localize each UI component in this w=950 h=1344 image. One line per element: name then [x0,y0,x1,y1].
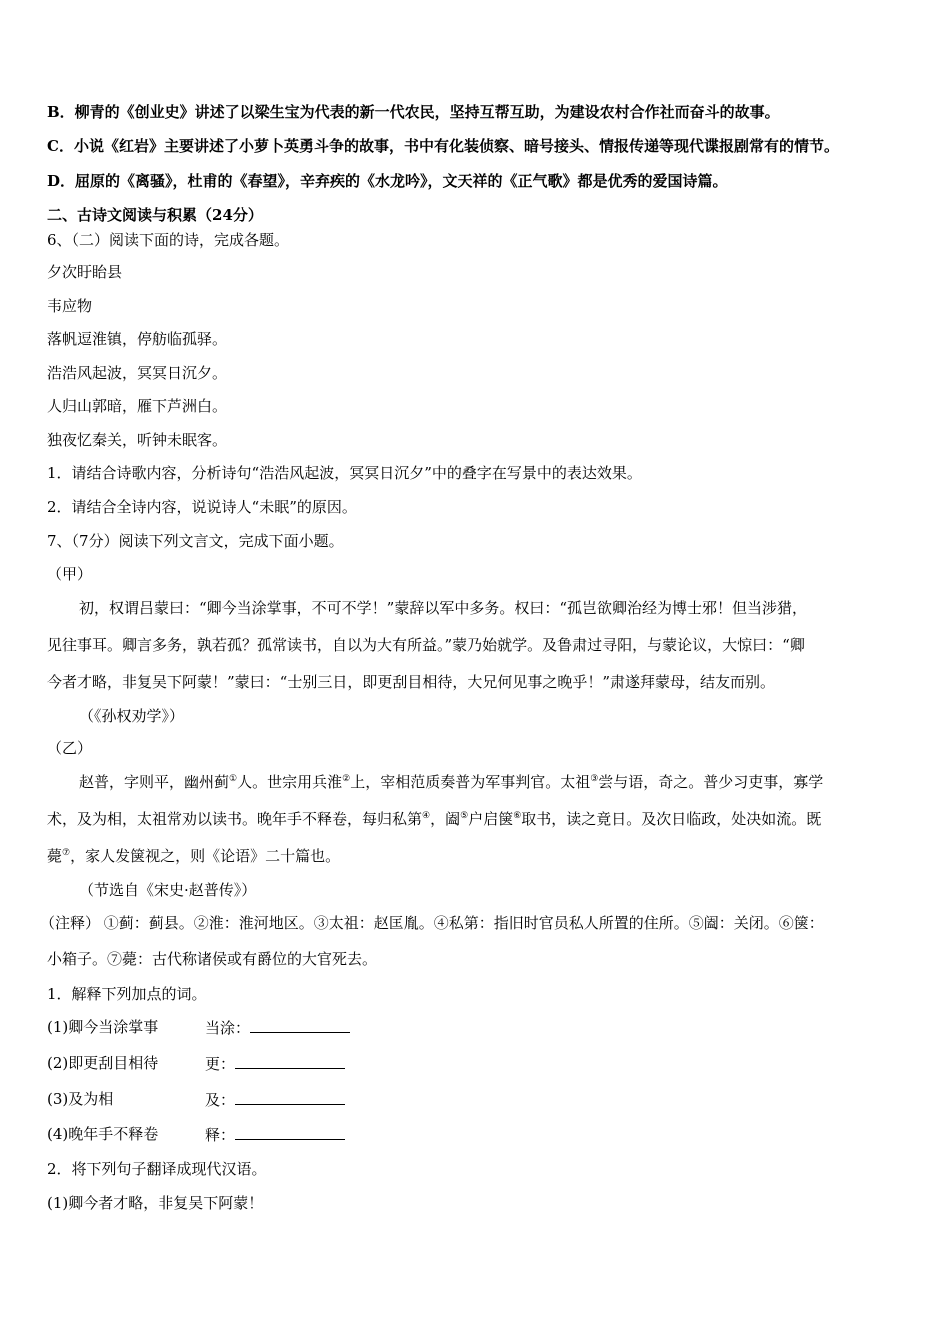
vocab-answer [205,1053,345,1074]
option-c: C．小说《红岩》主要讲述了小萝卜英勇斗争的故事，书中有化装侦察、暗号接头、情报传递等现代谍报剧常有的情节。 [47,137,839,155]
poem-line: 人归山郭暗，雁下芦洲白。 [47,397,228,415]
vocab-word: 当涂： [205,1019,251,1037]
option-b: B．柳青的《创业史》讲述了以梁生宝为代表的新一代农民，坚持互帮互助，为建设农村合作社而奋斗的故事。 [47,103,780,121]
answer-blank[interactable] [235,1053,345,1069]
poem-line: 独夜忆秦关，听钟未眠客。 [47,431,228,449]
note-marker: ⑤ [460,811,469,821]
note-marker: ③ [590,774,599,784]
note-marker: ④ [422,811,431,821]
vocab-item [47,1053,158,1073]
option-d: D．屈原的《离骚》，杜甫的《春望》，辛弃疾的《水龙吟》，文天祥的《正气歌》都是优秀的爱国诗篇。 [47,172,728,190]
vocab-word: 释： [205,1126,236,1144]
vocab-answer [205,1124,345,1145]
vocab-word: 更： [205,1055,236,1073]
note-marker: ⑥ [513,811,522,821]
vocab-phrase: (3)及为相 [47,1090,114,1108]
answer-blank[interactable] [235,1089,345,1105]
vocab-item [47,1089,113,1109]
note-marker: ② [342,774,351,784]
poem-title: 夕次盱眙县 [47,263,123,281]
vocab-answer [205,1089,345,1110]
answer-blank[interactable] [250,1017,350,1033]
passage-jia-line: 初，权谓吕蒙曰：“卿今当涂掌事，不可不学！”蒙辞以军中多务。权曰：“孤岂欲卿治经为博士邪！但当涉猎， [79,599,808,617]
passage-yi-line: 薨⑦，家人发箧视之，则《论语》二十篇也。 [47,847,341,865]
passage-yi-source: （节选自《宋史·赵普传》） [79,881,257,899]
passage-jia-line: 今者才略，非复吴下阿蒙！”蒙曰：“士别三日，即更刮目相待，大兄何见事之晚乎！”肃遂拜蒙母，结友而别。 [47,673,776,691]
vocab-phrase: (4)晚年手不释卷 [47,1125,159,1143]
q6-intro: 6、（二）阅读下面的诗，完成各题。 [47,231,290,249]
passage-yi-line: 赵普，字则平，幽州蓟①人。世宗用兵淮②上，宰相范质奏普为军事判官。太祖③尝与语，奇之。普少习吏事，寡学 [79,773,824,791]
passage-jia-source: （《孙权劝学》） [79,707,185,725]
vocab-word: 及： [205,1091,236,1109]
passage-yi-label: （乙） [47,739,93,757]
q7-sub2-title: 2．将下列句子翻译成现代汉语。 [47,1160,267,1178]
annotation-notes: 小箱子。⑦薨：古代称诸侯或有爵位的大官死去。 [47,952,378,968]
answer-blank[interactable] [235,1124,345,1140]
poem-line: 落帆逗淮镇，停舫临孤驿。 [47,330,228,348]
note-marker: ① [229,774,238,784]
passage-yi-line: 术，及为相，太祖常劝以读书。晚年手不释卷，每归私第④，阖⑤户启箧⑥取书，读之竟日。及次日临政，处决如流。既 [47,810,822,828]
annotation-notes: （注释） ①蓟：蓟县。②淮：淮河地区。③太祖：赵匡胤。④私第：指旧时官员私人所置的住所。⑤阖：关闭。⑥箧： [40,916,824,932]
vocab-phrase: (2)即更刮目相待 [47,1054,159,1072]
q6-question-2: 2．请结合全诗内容，说说诗人“未眠”的原因。 [47,498,357,516]
note-marker: ⑦ [62,848,71,858]
vocab-answer [205,1017,350,1038]
q6-question-1: 1．请结合诗歌内容，分析诗句“浩浩风起波，冥冥日沉夕”中的叠字在写景中的表达效果。 [47,464,642,482]
poem-author: 韦应物 [47,297,93,315]
translate-item: (1)卿今者才略，非复吴下阿蒙！ [47,1194,264,1212]
poem-line: 浩浩风起波，冥冥日沉夕。 [47,364,228,382]
q7-sub1-title: 1．解释下列加点的词。 [47,985,207,1003]
passage-jia-label: （甲） [47,565,93,583]
vocab-item [47,1017,158,1037]
vocab-item [47,1124,158,1144]
q7-intro: 7、（7分）阅读下列文言文，完成下面小题。 [47,532,344,550]
passage-jia-line: 见往事耳。卿言多务，孰若孤？孤常读书，自以为大有所益。”蒙乃始就学。及鲁肃过寻阳，与蒙论议，大惊曰：“卿 [47,636,805,654]
vocab-phrase: (1)卿今当涂掌事 [47,1018,159,1036]
section-2-title: 二、古诗文阅读与积累（24分） [47,206,263,224]
